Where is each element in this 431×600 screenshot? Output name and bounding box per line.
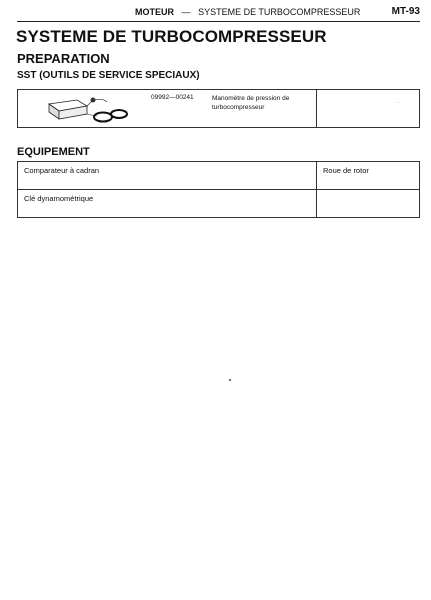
page-number: MT-93 — [391, 6, 420, 17]
sst-part-number: 09992—00241 — [151, 94, 194, 101]
header-subsection: SYSTEME DE TURBOCOMPRESSEUR — [198, 7, 361, 17]
page-header — [17, 5, 420, 22]
equipment-table — [17, 161, 420, 218]
sst-note: · · — [396, 100, 401, 106]
sst-description-line1: Manomètre de pression de — [212, 95, 290, 102]
sst-table — [17, 89, 420, 128]
header-title — [135, 7, 360, 17]
sst-column-divider — [316, 90, 317, 127]
preparation-heading: PREPARATION — [17, 51, 110, 66]
page-speck — [229, 379, 231, 381]
equipment-remark: Roue de rotor — [323, 166, 369, 175]
table-row — [18, 190, 419, 218]
equipment-item: Clé dynamométrique — [24, 194, 94, 203]
table-row — [18, 162, 419, 190]
equipment-heading: EQUIPEMENT — [17, 146, 90, 158]
sst-description — [212, 94, 312, 112]
pressure-gauge-tool-illustration — [43, 94, 133, 126]
page-title: SYSTEME DE TURBOCOMPRESSEUR — [16, 27, 327, 46]
sst-description-line2: turbocompresseur — [212, 104, 265, 111]
equipment-item: Comparateur à cadran — [24, 166, 100, 175]
header-section: MOTEUR — [135, 7, 174, 17]
sst-heading: SST (OUTILS DE SERVICE SPECIAUX) — [17, 70, 200, 81]
header-separator: — — [181, 7, 191, 17]
